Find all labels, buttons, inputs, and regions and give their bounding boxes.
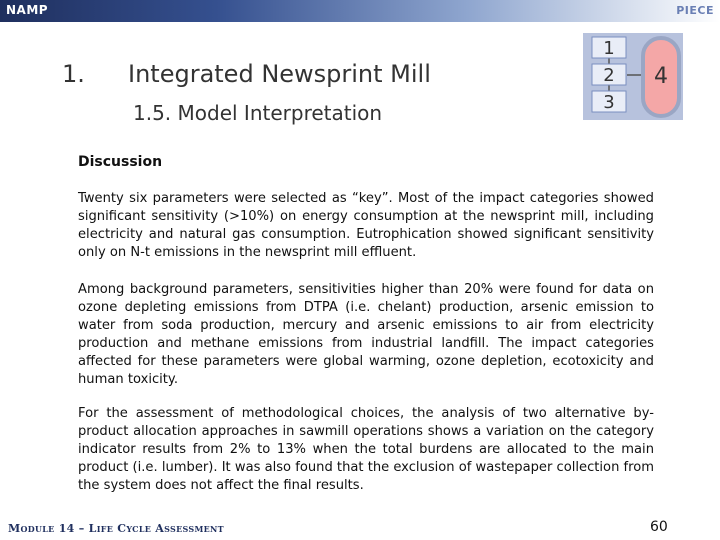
paragraph-methodological-choices: For the assessment of methodological choices, the analysis of two alternative by-product allocation approaches in sawmill operations shows a variation on the category indicator results from 2% to 13% when the total burdens are allocated to the main product (i.e. lumber). It was also found that the exclusion of wastepaper collection from the system does not affect the final results. [78, 406, 654, 493]
page-number: 60 [650, 519, 668, 535]
page-subtitle: 1.5. Model Interpretation [133, 101, 383, 125]
page-title: Integrated Newsprint Mill [128, 60, 431, 88]
diagram-label-3: 3 [603, 92, 615, 113]
diagram-label-4: 4 [654, 64, 668, 89]
namp-logo-text: NAMP [6, 3, 49, 17]
header-bar [0, 0, 720, 22]
footer-module-title: Module 14 – Life Cycle Assessment [8, 522, 224, 535]
paragraph-background-parameters: Among background parameters, sensitivities higher than 20% were found for data on ozone depleting emissions from DTPA (i.e. chelant) production, arsenic emission to water from soda production, mercury and arsenic emissions to air from electricity production and methane emissions from industrial landfill. The impact categories affected for these parameters were global warming, ozone depletion, ecotoxicity and human toxicity. [78, 282, 654, 387]
discussion-heading: Discussion [78, 154, 163, 170]
section-number: 1. [62, 60, 85, 88]
diagram-label-2: 2 [603, 65, 615, 86]
paragraph-key-parameters: Twenty six parameters were selected as “key”. Most of the impact categories showed significant sensitivity (>10%) on energy consumption at the newsprint mill, including electricity and natural gas consumption. Eutrophication showed significant sensitivity only on N-t emissions in the newsprint mill effluent. [78, 191, 654, 260]
piece-logo-text: PIECE [676, 4, 714, 17]
diagram-label-1: 1 [603, 38, 615, 59]
section-navigation-diagram [583, 33, 683, 120]
